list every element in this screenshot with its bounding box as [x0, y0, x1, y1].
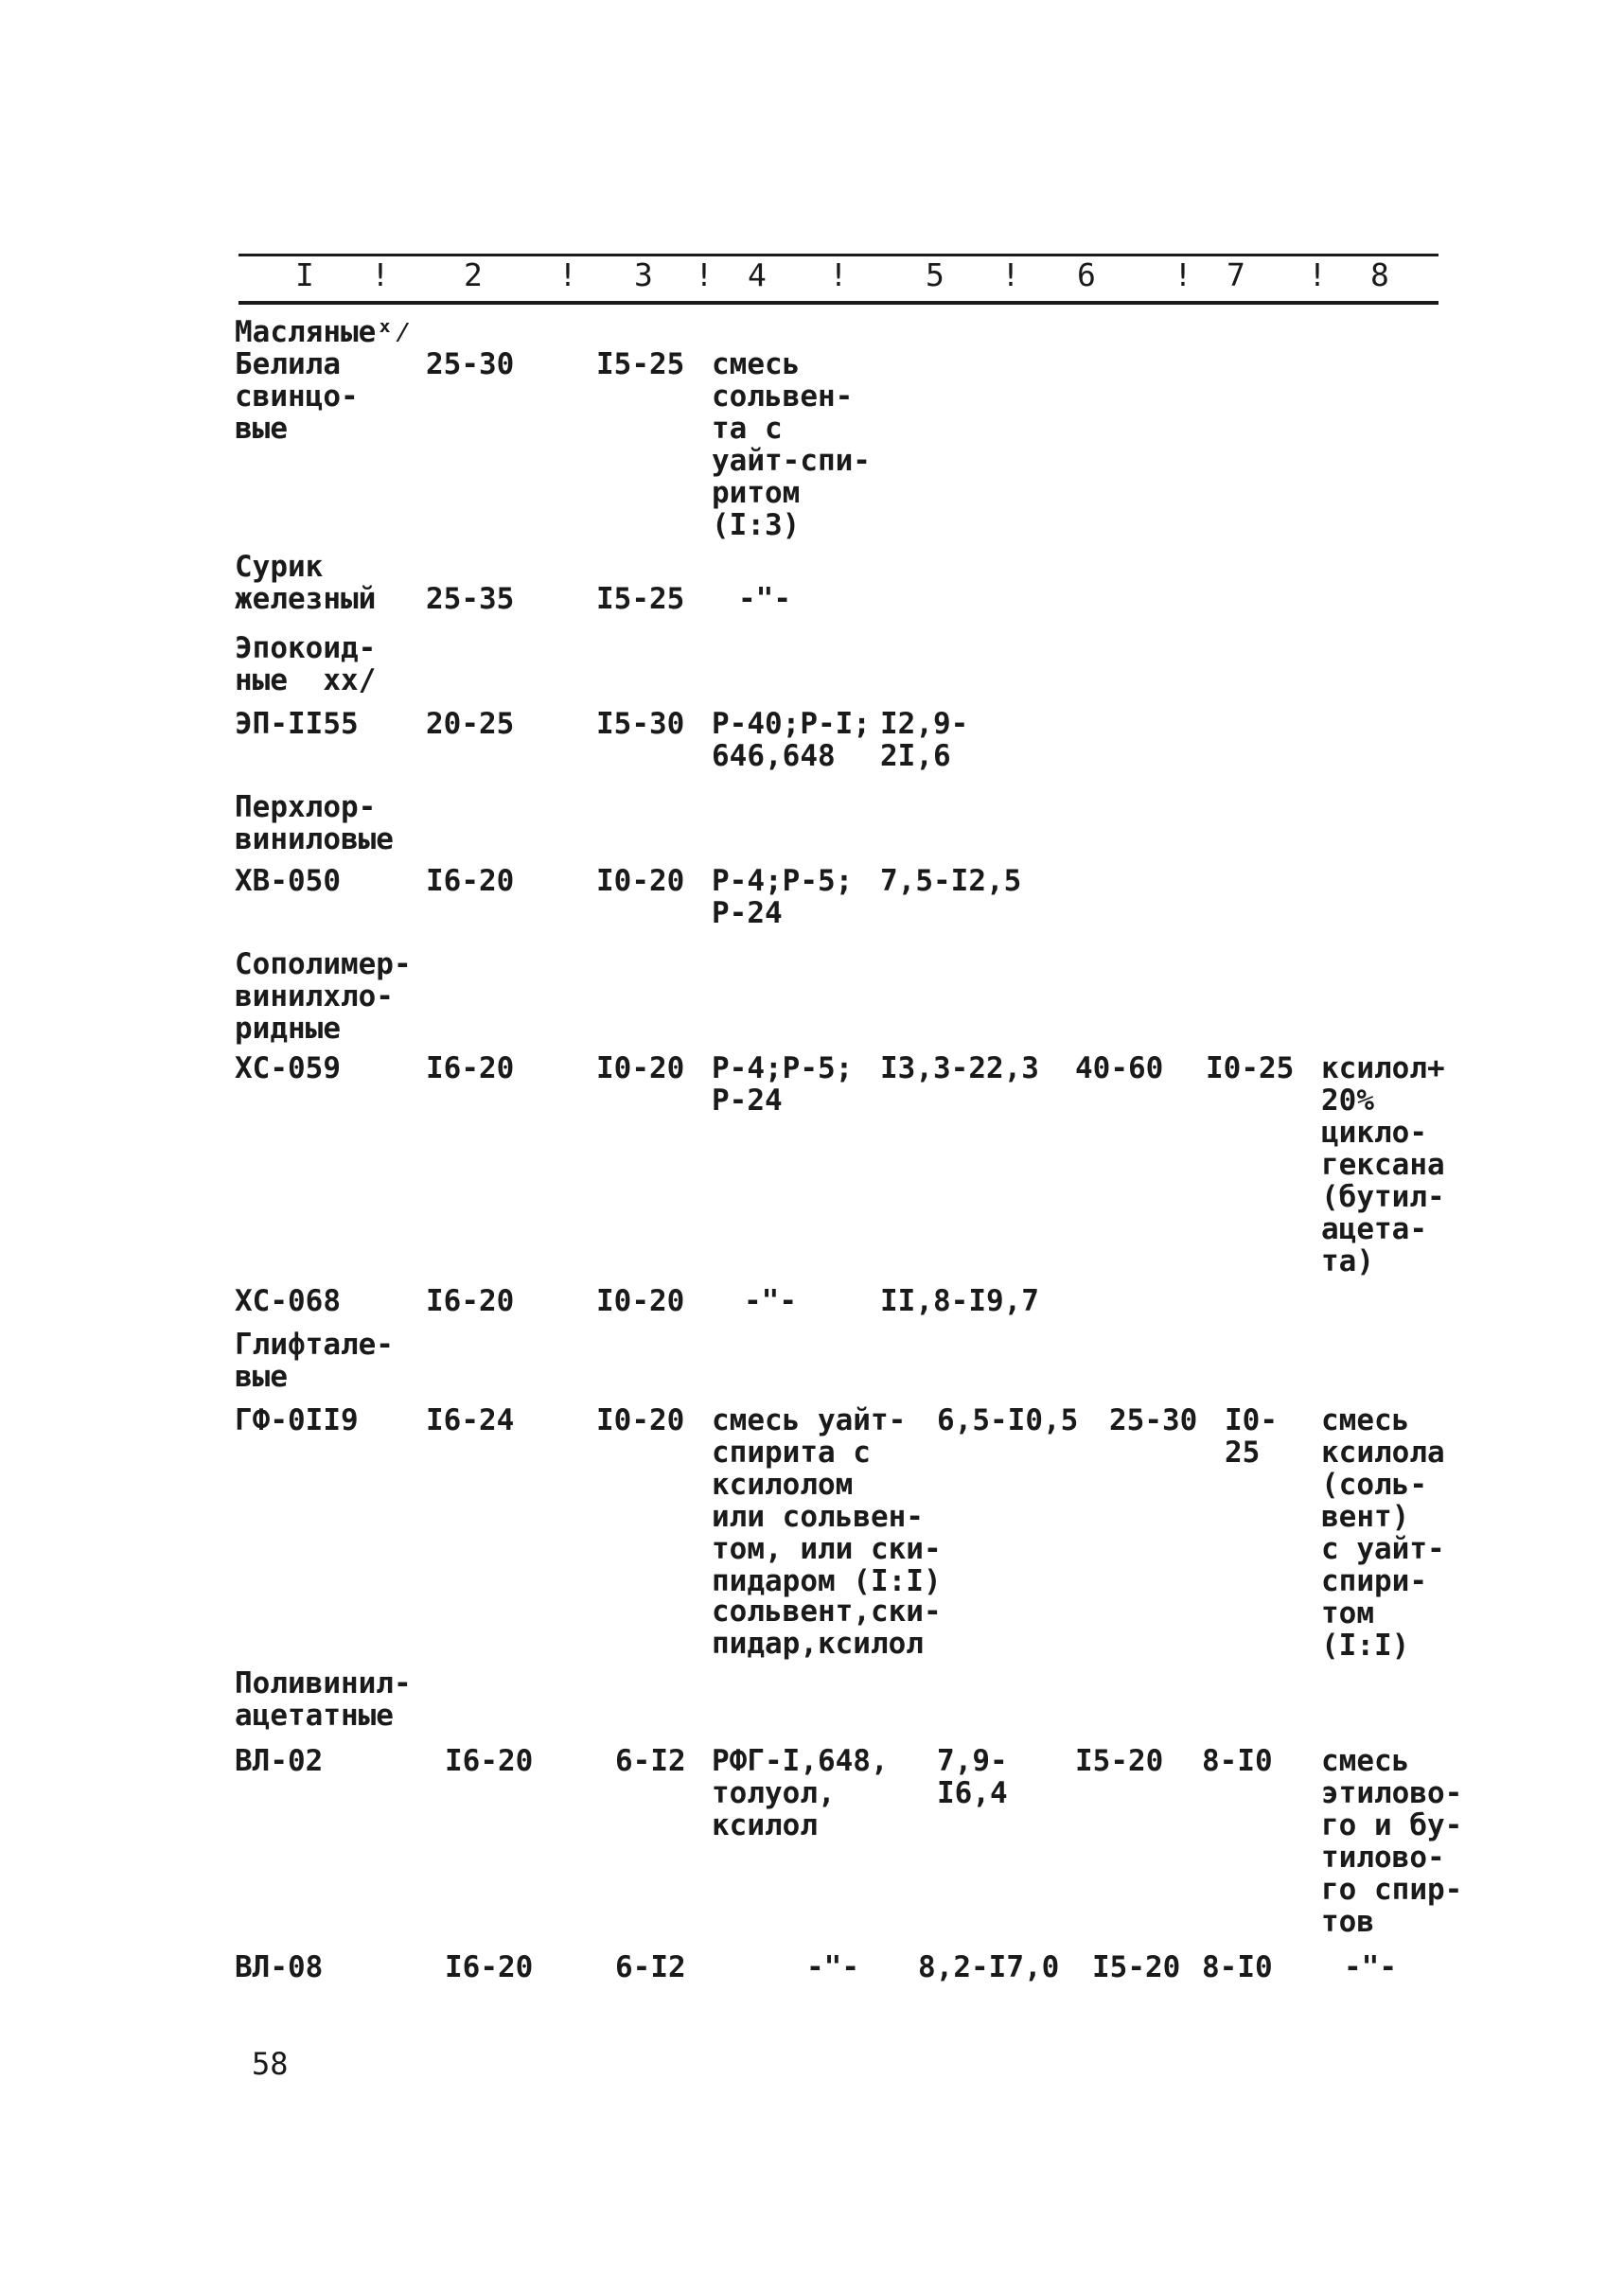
cell-col-6: 25-30: [1109, 1403, 1198, 1437]
cell-col-5: 7,9- I6,4: [937, 1744, 1008, 1810]
cell-col-4: -"-: [744, 1284, 797, 1318]
header-col-5: 5: [926, 256, 944, 293]
cell-col-2: 20-25: [426, 707, 515, 741]
cell-col-5: 6,5-I0,5: [937, 1403, 1079, 1437]
header-separator: !: [829, 256, 848, 293]
cell-col-6: I5-20: [1075, 1744, 1164, 1778]
header-col-2: 2: [464, 256, 483, 293]
header-separator: !: [1308, 256, 1327, 293]
cell-col-5: 7,5-I2,5: [880, 864, 1022, 898]
cell-col-8: -"-: [1344, 1950, 1397, 1984]
cell-col-7: I0- 25: [1225, 1403, 1278, 1470]
row-name: ЭП-II55: [235, 707, 359, 741]
cell-col-7: I0-25: [1206, 1051, 1295, 1085]
cell-col-2: I6-20: [445, 1950, 534, 1984]
header-separator: !: [1001, 256, 1020, 293]
cell-col-4: смесь уайт- спирита с ксилолом или сольвен- том, или ски- пидаром (I:I): [712, 1403, 942, 1598]
header-separator: !: [558, 256, 577, 293]
cell-col-8: смесь этилово- го и бу- тилово- го спир- тов: [1321, 1744, 1463, 1939]
cell-col-3: 6-I2: [615, 1744, 686, 1778]
cell-col-3: I5-25: [596, 347, 685, 381]
row-name: ВЛ-02: [235, 1744, 324, 1778]
cell-col-5: II,8-I9,7: [880, 1284, 1039, 1318]
row-name: ХС-059: [235, 1051, 341, 1085]
header-col-4: 4: [748, 256, 767, 293]
header-col-8: 8: [1370, 256, 1389, 293]
cell-col-2: 25-35: [426, 582, 515, 616]
cell-col-3: I5-30: [596, 707, 685, 741]
header-col-6: 6: [1077, 256, 1096, 293]
group-heading: Эпокоид- ные xx/: [235, 631, 377, 697]
cell-col-3: I0-20: [596, 1284, 685, 1318]
cell-col-5: I2,9- 2I,6: [880, 707, 969, 773]
cell-col-3: I0-20: [596, 1051, 685, 1085]
row-name: ГФ-0II9: [235, 1403, 359, 1437]
row-name: ХВ-050: [235, 864, 341, 898]
cell-col-4: РФГ-I,648, толуол, ксилол: [712, 1744, 889, 1842]
header-col-7: 7: [1227, 256, 1245, 293]
row-name: Белила свинцо- вые: [235, 347, 359, 446]
group-heading: Глифтале- вые: [235, 1328, 394, 1394]
cell-col-5: I3,3-22,3: [880, 1051, 1039, 1085]
cell-col-4: смесь сольвен- та с уайт-спи- ритом (I:3): [712, 347, 871, 542]
cell-col-2: 25-30: [426, 347, 515, 381]
group-heading: Перхлор- виниловые: [235, 790, 394, 856]
header-col-3: 3: [634, 256, 653, 293]
table-header-rule: [238, 301, 1439, 305]
cell-col-4: Р-4;Р-5; Р-24: [712, 1051, 854, 1118]
cell-col-8: ксилол+ 20% цикло- гексана (бутил- ацета- та): [1321, 1051, 1445, 1278]
cell-col-7: 8-I0: [1202, 1744, 1273, 1778]
cell-col-4-alt: сольвент,ски- пидар,ксилол: [712, 1595, 942, 1661]
cell-col-2: I6-20: [426, 1284, 515, 1318]
row-name: ХС-068: [235, 1284, 341, 1318]
cell-col-2: I6-24: [426, 1403, 515, 1437]
cell-col-6: I5-20: [1092, 1950, 1181, 1984]
cell-col-2: I6-20: [445, 1744, 534, 1778]
group-heading: Масляныеˣ⁄: [235, 315, 412, 349]
cell-col-6: 40-60: [1075, 1051, 1164, 1085]
group-heading: Поливинил- ацетатные: [235, 1666, 412, 1733]
page-number: 58: [252, 2046, 289, 2082]
cell-col-8: смесь ксилола (соль- вент) с уайт- спири- том (I:I): [1321, 1403, 1445, 1663]
header-separator: !: [371, 256, 390, 293]
cell-col-4: -"-: [806, 1950, 859, 1984]
group-heading: Сополимер- винилхло- ридные: [235, 947, 412, 1046]
cell-col-2: I6-20: [426, 1051, 515, 1085]
cell-col-4: -"-: [738, 582, 791, 616]
header-separator: !: [1174, 256, 1192, 293]
cell-col-3: I0-20: [596, 864, 685, 898]
cell-col-2: I6-20: [426, 864, 515, 898]
cell-col-4: Р-4;Р-5; Р-24: [712, 864, 854, 930]
cell-col-3: I5-25: [596, 582, 685, 616]
cell-col-4: Р-40;Р-I; 646,648: [712, 707, 871, 773]
header-col-1: I: [295, 256, 314, 293]
header-separator: !: [695, 256, 714, 293]
row-name: Сурик железный: [235, 550, 377, 616]
cell-col-5: 8,2-I7,0: [918, 1950, 1060, 1984]
cell-col-3: I0-20: [596, 1403, 685, 1437]
row-name: ВЛ-08: [235, 1950, 324, 1984]
cell-col-7: 8-I0: [1202, 1950, 1273, 1984]
cell-col-3: 6-I2: [615, 1950, 686, 1984]
